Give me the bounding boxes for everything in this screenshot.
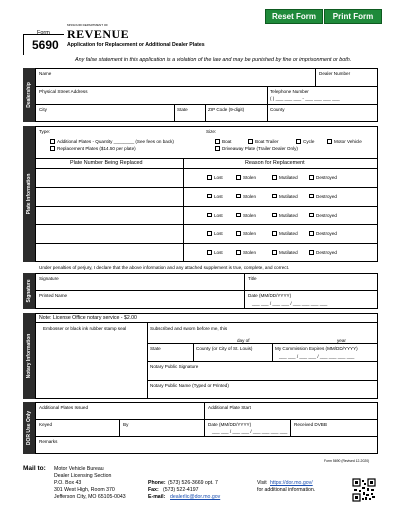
driveaway-label: Driveaway Plate (Trailer Dealer Only) [222, 146, 298, 151]
sworn-label: Subscribed and sworn before me, this [150, 326, 228, 331]
notary-county-label: County (or City of St. Louis) [196, 346, 253, 351]
reason-mutilated-label: Mutilated [279, 193, 298, 199]
zip-label: ZIP Code (9-digit) [208, 107, 245, 112]
county-label: County [270, 107, 285, 112]
commission-field[interactable]: ___ ___ / ___ ___ / ___ ___ ___ ___ [279, 354, 355, 359]
qr-code-icon [352, 478, 376, 502]
motor-vehicle-checkbox[interactable] [327, 139, 332, 144]
reason-stolen-label: Stolen [243, 250, 257, 256]
signature-date-field[interactable]: ___ ___ / ___ ___ / ___ ___ ___ ___ [252, 301, 328, 306]
title-label: Title [248, 276, 257, 281]
dealer-number-label: Dealer Number [319, 71, 351, 76]
form-label: Form [37, 30, 50, 36]
notary-name-field[interactable] [149, 389, 376, 397]
seal-label: Embosser or black ink rubber stamp seal [43, 326, 127, 331]
reason-lost-checkbox[interactable] [207, 250, 212, 255]
reason-mutilated-checkbox[interactable] [272, 213, 277, 218]
dor-date-label: Date (MM/DD/YYYY) [208, 422, 252, 427]
plate-row-divider [35, 187, 378, 188]
additional-plates-label: Additional Plates - Quantity ________ (See fees on back) [57, 139, 174, 144]
dealership-section-label: Dealership [23, 68, 35, 122]
reason-mutilated-label: Mutilated [279, 212, 298, 218]
reason-destroyed-checkbox[interactable] [309, 231, 314, 236]
telephone-label: Telephone Number [270, 89, 309, 94]
type-label: Type: [39, 129, 51, 134]
reason-mutilated-label: Mutilated [279, 175, 298, 180]
notary-name-label: Notary Public Name (Typed or Printed) [150, 383, 229, 388]
signature-section-label: Signature [23, 273, 35, 309]
dor-date-field[interactable]: ___ ___ / ___ ___ / ___ ___ ___ ___ [212, 429, 288, 434]
plate-row-divider [35, 206, 378, 207]
plate-number-field[interactable] [37, 171, 181, 183]
reason-lost-checkbox[interactable] [207, 231, 212, 236]
reason-mutilated-label: Mutilated [279, 231, 298, 237]
form-revision: Form 5690 (Revised 12-2020) [324, 459, 370, 463]
print-form-button[interactable]: Print Form [324, 9, 382, 24]
reason-stolen-label: Stolen [243, 231, 257, 237]
city-label: City [39, 107, 47, 112]
by-label: By [123, 422, 129, 427]
reason-stolen-checkbox[interactable] [236, 250, 241, 255]
reason-destroyed-label: Destroyed [316, 231, 337, 237]
phone-label: Phone: [148, 480, 166, 486]
replacement-plates-checkbox[interactable] [50, 146, 55, 151]
reason-stolen-label: Stolen [243, 212, 257, 218]
notary-fee-note: Note: License Office notary service - $2.00 [39, 315, 137, 321]
motor-vehicle-label: Motor Vehicle [334, 139, 362, 144]
boat-trailer-checkbox[interactable] [248, 139, 253, 144]
reason-lost-label: Lost [214, 193, 223, 199]
telephone-field[interactable]: ( ) ___ ___ ___ - ___ ___ ___ ___ [270, 96, 340, 101]
reason-lost-checkbox[interactable] [207, 175, 212, 180]
reason-stolen-label: Stolen [243, 175, 257, 180]
cycle-label: Cycle [303, 139, 315, 144]
fax-label: Fax: [148, 487, 159, 493]
address-label: Physical Street Address [39, 89, 88, 94]
plates-issued-label: Additional Plates Issued [39, 405, 89, 410]
email-link[interactable]: dealerlic@dor.mo.gov [170, 494, 221, 500]
reason-destroyed-label: Destroyed [316, 212, 337, 218]
reason-destroyed-checkbox[interactable] [309, 250, 314, 255]
address-line-5: Jefferson City, MO 65105-0043 [54, 494, 126, 500]
address-line-4: 301 West High, Room 370 [54, 487, 115, 493]
plate-number-field[interactable] [37, 227, 181, 239]
visit-label: Visit [257, 480, 267, 486]
notary-state-label: State [150, 346, 161, 351]
email-label: E-mail: [148, 494, 166, 500]
reason-mutilated-label: Mutilated [279, 250, 298, 256]
name-field[interactable] [37, 77, 313, 85]
phone-value: (573) 526-3669 opt. 7 [168, 480, 218, 486]
plate-number-field[interactable] [37, 246, 181, 258]
reason-lost-checkbox[interactable] [207, 194, 212, 199]
reason-column-header: Reason for Replacement [245, 160, 305, 166]
reason-destroyed-label: Destroyed [316, 250, 337, 256]
reason-lost-label: Lost [214, 212, 223, 218]
remarks-label: Remarks [39, 439, 58, 444]
agency-small: MISSOURI DEPARTMENT OF [67, 23, 109, 27]
reason-mutilated-checkbox[interactable] [272, 231, 277, 236]
boat-checkbox[interactable] [215, 139, 220, 144]
reason-destroyed-checkbox[interactable] [309, 213, 314, 218]
year-label: year [337, 338, 346, 343]
reason-lost-checkbox[interactable] [207, 213, 212, 218]
plate-row-divider [35, 243, 378, 244]
address-line-2: Dealer Licensing Section [54, 473, 112, 479]
driveaway-checkbox[interactable] [215, 146, 220, 151]
reason-mutilated-checkbox[interactable] [272, 194, 277, 199]
reason-mutilated-checkbox[interactable] [272, 250, 277, 255]
dealer-number-field[interactable] [317, 77, 376, 85]
reason-mutilated-checkbox[interactable] [272, 175, 277, 180]
reason-destroyed-label: Destroyed [316, 175, 337, 180]
cycle-checkbox[interactable] [296, 139, 301, 144]
plate-number-column-header: Plate Number Being Replaced [70, 160, 143, 166]
agency-logo: REVENUE [67, 27, 130, 41]
signature-date-label: Date (MM/DD/YYYY) [248, 293, 292, 298]
commission-label: My Commission Expires (MM/DD/YYYY) [275, 346, 358, 351]
reason-lost-label: Lost [214, 231, 223, 237]
reason-stolen-checkbox[interactable] [236, 213, 241, 218]
size-label: Size: [206, 129, 217, 134]
additional-plates-checkbox[interactable] [50, 139, 55, 144]
plate-start-label: Additional Plate Start [208, 405, 251, 410]
printed-name-field[interactable] [37, 299, 242, 307]
reset-form-button[interactable]: Reset Form [265, 9, 323, 24]
signature-field[interactable] [37, 282, 242, 289]
plate-section-label: Plate Information [23, 126, 35, 262]
perjury-statement: Under penalties of perjury, I declare that the above information and any attached supplement is true, complete, and correct. [39, 265, 290, 270]
plate-number-field[interactable] [37, 209, 181, 221]
form-title: Application for Replacement or Additional Dealer Plates [67, 42, 205, 48]
address-line-1: Motor Vehicle Bureau [54, 466, 104, 472]
more-info-label: for additional information. [257, 487, 316, 493]
warning-text: Any false statement in this application is a violation of the law and may be punished by fine or imprisonment or both. [75, 57, 352, 63]
state-label: State [177, 107, 188, 112]
fax-value: (573) 522-4197 [163, 487, 199, 493]
reason-stolen-checkbox[interactable] [236, 194, 241, 199]
boat-label: Boat [222, 139, 232, 144]
notary-signature-field[interactable] [149, 370, 376, 378]
reason-destroyed-checkbox[interactable] [309, 194, 314, 199]
mail-to-label: Mail to: [23, 465, 46, 472]
reason-lost-label: Lost [214, 250, 223, 256]
website-link[interactable]: https://dor.mo.gov/ [270, 480, 313, 486]
reason-destroyed-label: Destroyed [316, 193, 337, 199]
address-line-3: P.O. Box 43 [54, 480, 82, 486]
dor-section-label: DOR Use Only [23, 402, 35, 454]
notary-signature-label: Notary Public Signature [150, 364, 199, 369]
reason-stolen-checkbox[interactable] [236, 175, 241, 180]
reason-stolen-checkbox[interactable] [236, 231, 241, 236]
plate-row-divider [35, 224, 378, 225]
reason-stolen-label: Stolen [243, 193, 257, 199]
address-field[interactable] [37, 95, 265, 103]
day-of-label: day of [237, 338, 250, 343]
signature-label: Signature [39, 276, 59, 281]
reason-destroyed-checkbox[interactable] [309, 175, 314, 180]
received-dvbb-label: Received DVBB [294, 422, 327, 427]
plate-number-field[interactable] [37, 190, 181, 202]
form-number: 5690 [32, 38, 59, 52]
name-label: Name [39, 71, 52, 76]
boat-trailer-label: Boat Trailer [255, 139, 279, 144]
keyed-label: Keyed [39, 422, 53, 427]
notary-section-label: Notary Information [23, 313, 35, 399]
title-field[interactable] [246, 282, 376, 289]
reason-lost-label: Lost [214, 175, 223, 180]
printed-name-label: Printed Name [39, 293, 68, 298]
replacement-plates-label: Replacement Plates ($14.50 per plate) [57, 146, 136, 151]
